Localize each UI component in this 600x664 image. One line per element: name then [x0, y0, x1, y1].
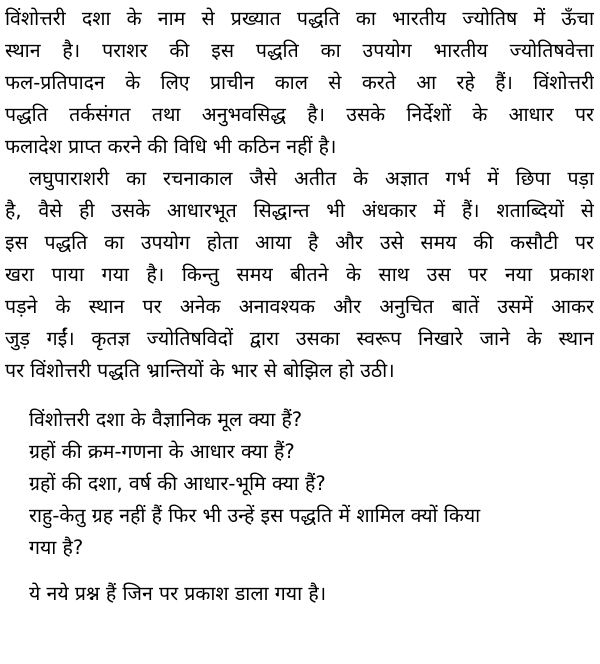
paragraph-line: स्थान है। पराशर की इस पद्धति का उपयोग भारतीय ज्योतिषवेत्ता — [5, 39, 594, 62]
paragraph-line: खरा पाया गया है। किन्तु समय बीतने के साथ उस पर नया प्रकाश — [5, 263, 594, 286]
closing-line: ये नये प्रश्न हैं जिन पर प्रकाश डाला गया है। — [29, 582, 327, 605]
paragraph-line: लघुपाराशरी का रचनाकाल जैसे अतीत के अज्ञात गर्भ में छिपा पड़ा — [29, 167, 594, 190]
paragraph-line: पर विंशोत्तरी पद्धति भ्रान्तियों के भार से बोझिल हो उठी। — [5, 359, 395, 382]
paragraph-line: फलादेश प्राप्त करने की विधि भी कठिन नहीं है। — [5, 135, 337, 158]
paragraph-line: फल-प्रतिपादन के लिए प्राचीन काल से करते आ रहे हैं। विंशोत्तरी — [5, 71, 594, 94]
question-4-continuation: गया है? — [29, 536, 84, 559]
paragraph-line: पड़ने के स्थान पर अनेक अनावश्यक और अनुचित बातें उसमें आकर — [5, 295, 594, 318]
question-4: राहु-केतु ग्रह नहीं हैं फिर भी उन्हें इस पद्धति में शामिल क्यों किया — [29, 504, 481, 527]
question-3: ग्रहों की दशा, वर्ष की आधार-भूमि क्या हैं? — [29, 472, 326, 495]
paragraph-line: है, वैसे ही उसके आधारभूत सिद्धान्त भी अंधकार में हैं। शताब्दियों से — [5, 199, 594, 222]
paragraph-2 — [5, 163, 594, 387]
question-1: विंशोत्तरी दशा के वैज्ञानिक मूल क्या हैं? — [29, 408, 303, 431]
question-2: ग्रहों की क्रम-गणना के आधार क्या हैं? — [29, 440, 295, 463]
paragraph-line: पद्धति तर्कसंगत तथा अनुभवसिद्ध है। उसके निर्देशों के आधार पर — [5, 103, 594, 126]
paragraph-1 — [5, 3, 594, 163]
paragraph-line: इस पद्धति का उपयोग होता आया है और उसे समय की कसौटी पर — [5, 231, 594, 254]
question-list — [5, 404, 594, 564]
paragraph-line: विंशोत्तरी दशा के नाम से प्रख्यात पद्धति का भारतीय ज्योतिष में ऊँचा — [5, 7, 594, 30]
paragraph-line: जुड़ गईं। कृतज्ञ ज्योतिषविदों द्वारा उसका स्वरूप निखारे जाने के स्थान — [5, 327, 594, 350]
